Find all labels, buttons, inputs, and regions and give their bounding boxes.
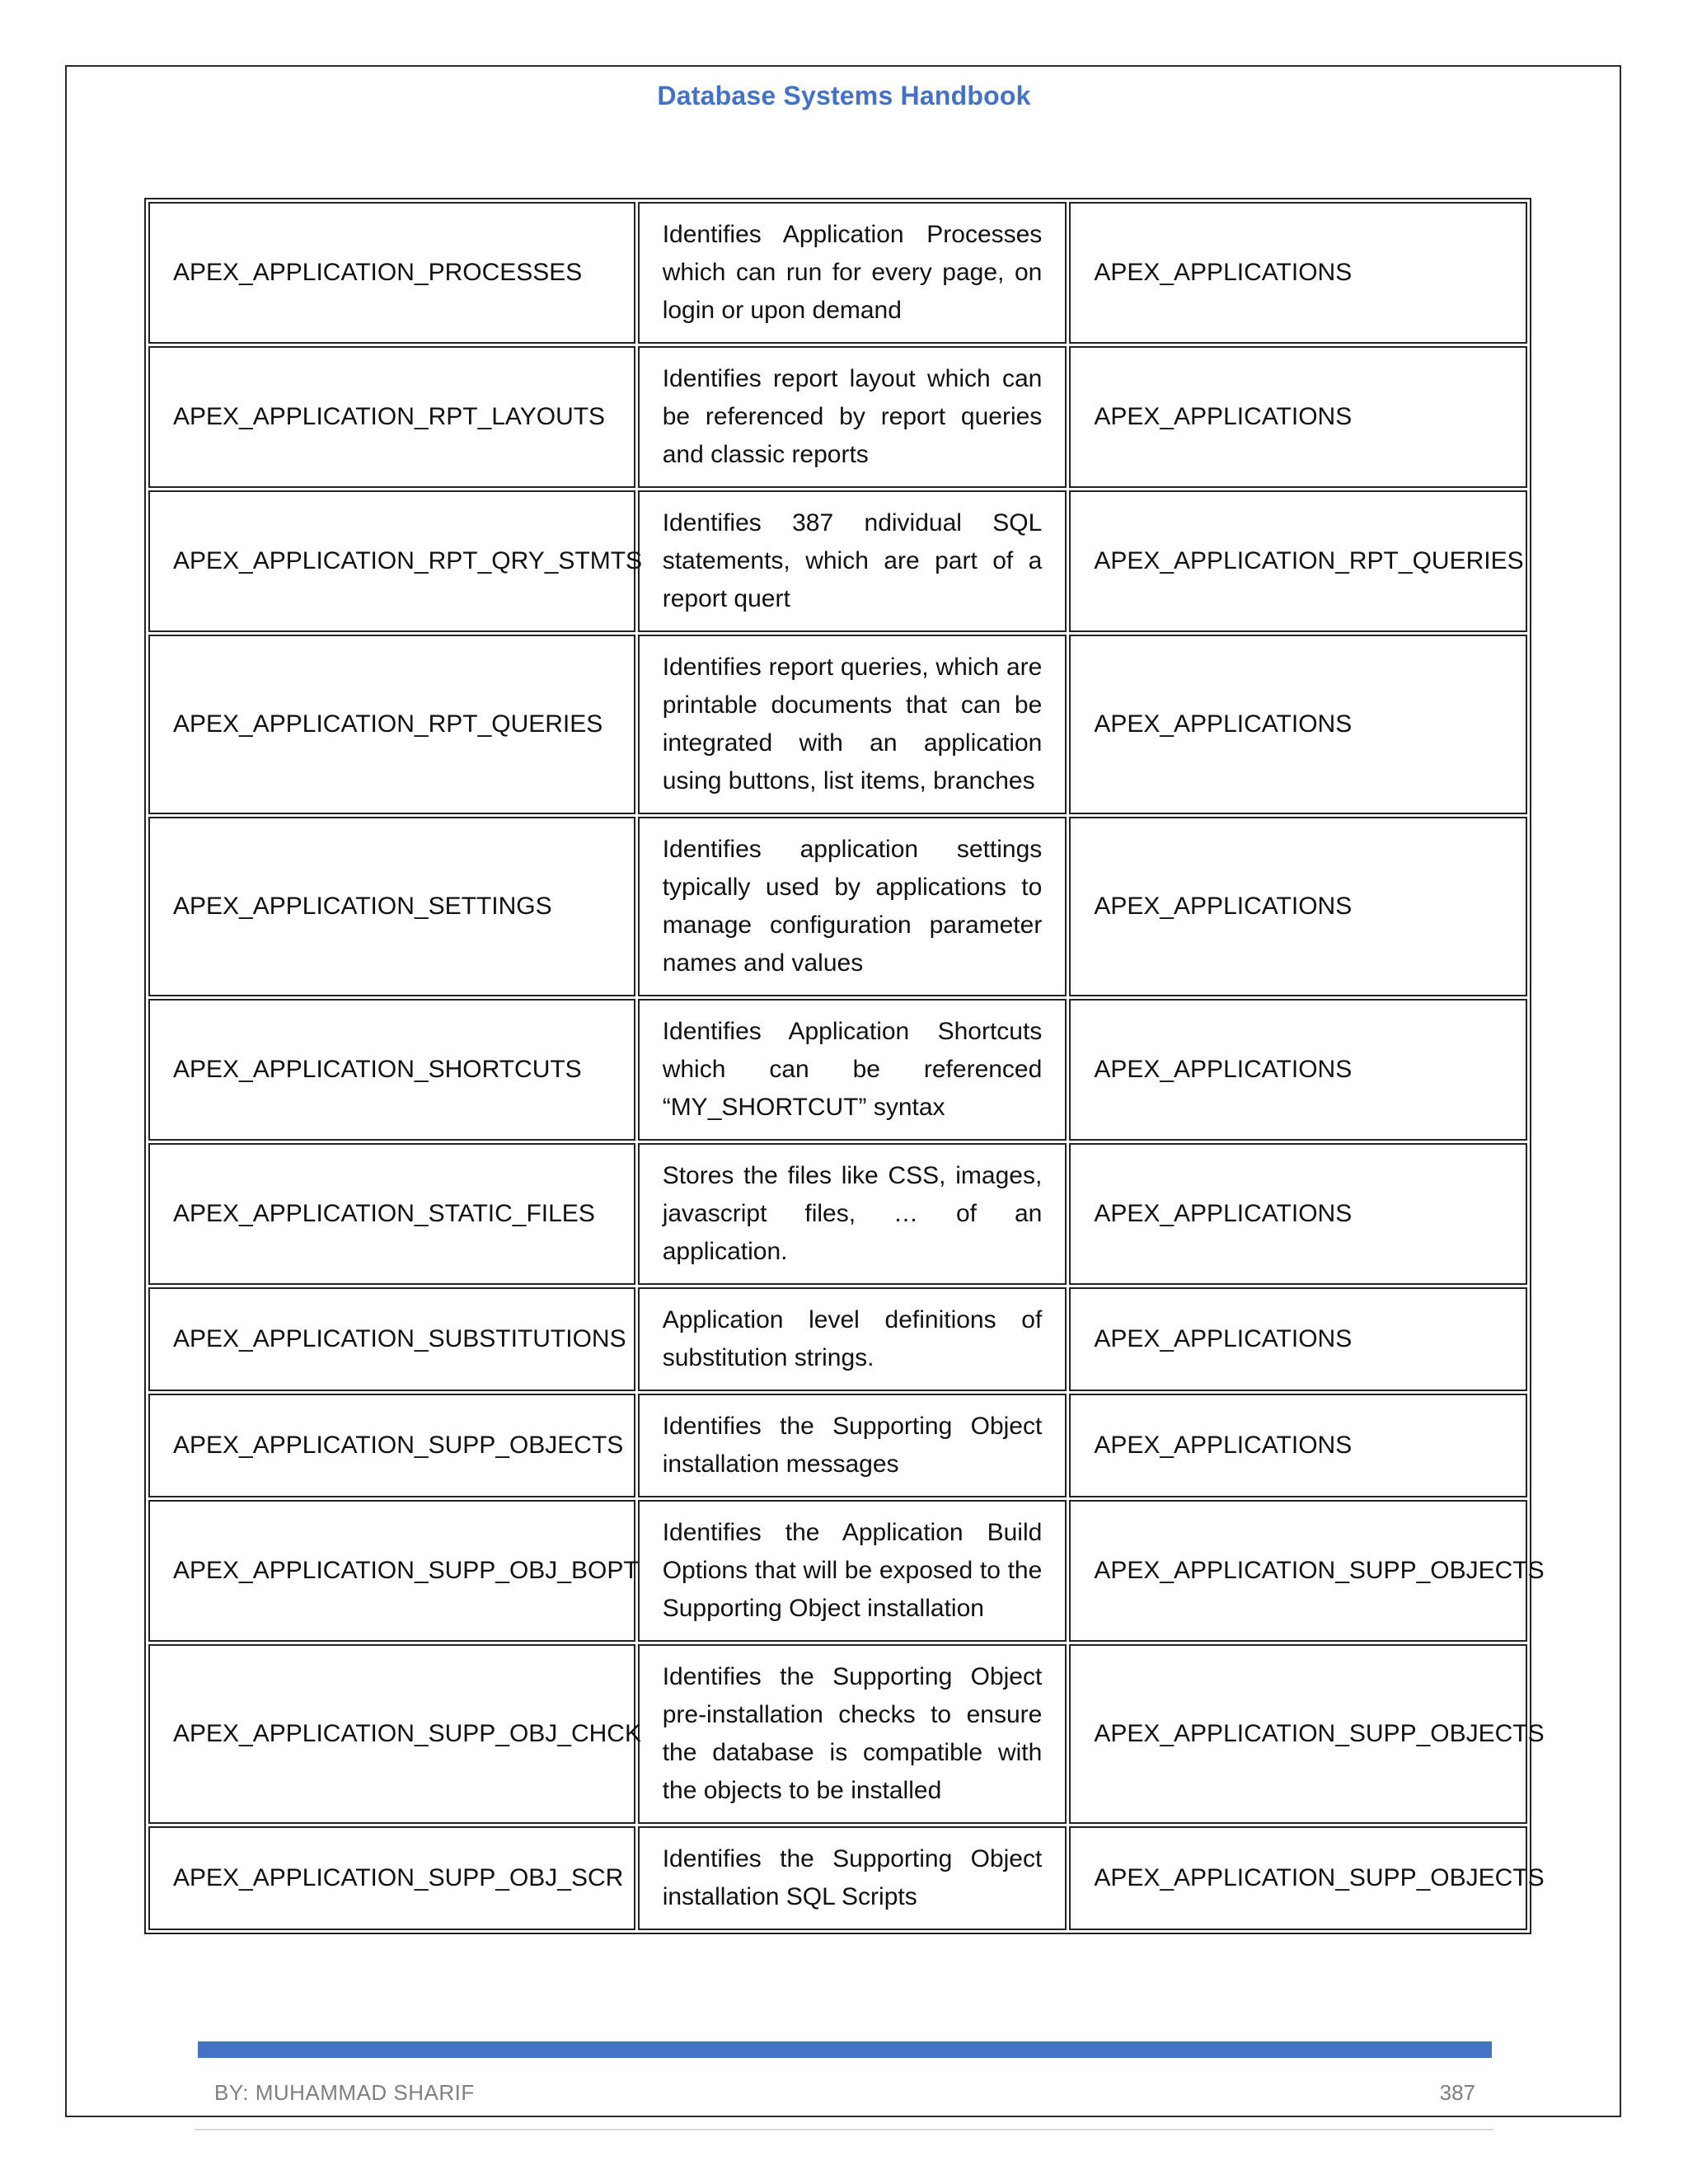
view-name-cell: APEX_APPLICATION_PROCESSES bbox=[148, 202, 635, 344]
view-name-cell: APEX_APPLICATION_SUPP_OBJ_SCR bbox=[148, 1826, 635, 1930]
parent-view-cell: APEX_APPLICATION_SUPP_OBJECTS bbox=[1069, 1500, 1527, 1642]
view-name-cell: APEX_APPLICATION_SHORTCUTS bbox=[148, 999, 635, 1141]
footer-divider bbox=[195, 2129, 1493, 2130]
description-cell: Identifies report layout which can be referenced by report queries and classic reports bbox=[638, 346, 1067, 488]
footer-author: BY: MUHAMMAD SHARIF bbox=[214, 2080, 475, 2105]
table-row bbox=[148, 635, 1527, 814]
parent-view-cell: APEX_APPLICATIONS bbox=[1069, 1287, 1527, 1391]
view-name-cell: APEX_APPLICATION_SUPP_OBJ_CHCK bbox=[148, 1644, 635, 1824]
table-row bbox=[148, 1394, 1527, 1497]
table-row bbox=[148, 202, 1527, 344]
description-cell: Identifies 387 ndividual SQL statements, which are part of a report quert bbox=[638, 490, 1067, 632]
parent-view-cell: APEX_APPLICATIONS bbox=[1069, 202, 1527, 344]
parent-view-cell: APEX_APPLICATIONS bbox=[1069, 1394, 1527, 1497]
description-cell: Identifies the Supporting Object installation SQL Scripts bbox=[638, 1826, 1067, 1930]
data-dictionary-table bbox=[144, 198, 1545, 1934]
view-name-cell: APEX_APPLICATION_RPT_QUERIES bbox=[148, 635, 635, 814]
description-cell: Identifies Application Shortcuts which can be referenced “MY_SHORTCUT” syntax bbox=[638, 999, 1067, 1141]
description-cell: Stores the files like CSS, images, javascript files, … of an application. bbox=[638, 1143, 1067, 1285]
table-row bbox=[148, 1143, 1527, 1285]
view-name-cell: APEX_APPLICATION_RPT_LAYOUTS bbox=[148, 346, 635, 488]
table-body bbox=[148, 202, 1545, 1930]
description-cell: Identifies the Application Build Options that will be exposed to the Supporting Object installation bbox=[638, 1500, 1067, 1642]
table-row bbox=[148, 999, 1527, 1141]
table-row bbox=[148, 346, 1527, 488]
view-name-cell: APEX_APPLICATION_SETTINGS bbox=[148, 817, 635, 996]
parent-view-cell: APEX_APPLICATION_RPT_QUERIES bbox=[1069, 490, 1527, 632]
description-cell: Identifies the Supporting Object pre-installation checks to ensure the database is compatible with the objects to be installed bbox=[638, 1644, 1067, 1824]
description-cell: Identifies the Supporting Object installation messages bbox=[638, 1394, 1067, 1497]
table-container bbox=[144, 198, 1545, 1934]
footer-accent-bar bbox=[198, 2041, 1492, 2058]
parent-view-cell: APEX_APPLICATION_SUPP_OBJECTS bbox=[1069, 1644, 1527, 1824]
page-header-title: Database Systems Handbook bbox=[657, 81, 1031, 110]
view-name-cell: APEX_APPLICATION_SUPP_OBJECTS bbox=[148, 1394, 635, 1497]
page-number: 387 bbox=[1439, 2080, 1475, 2105]
table-row bbox=[148, 1826, 1527, 1930]
view-name-cell: APEX_APPLICATION_STATIC_FILES bbox=[148, 1143, 635, 1285]
table-row bbox=[148, 1500, 1527, 1642]
parent-view-cell: APEX_APPLICATIONS bbox=[1069, 635, 1527, 814]
parent-view-cell: APEX_APPLICATIONS bbox=[1069, 999, 1527, 1141]
view-name-cell: APEX_APPLICATION_RPT_QRY_STMTS bbox=[148, 490, 635, 632]
table-row bbox=[148, 490, 1527, 632]
table-row bbox=[148, 1644, 1527, 1824]
description-cell: Application level definitions of substitution strings. bbox=[638, 1287, 1067, 1391]
description-cell: Identifies application settings typically used by applications to manage configuration parameter names and values bbox=[638, 817, 1067, 996]
parent-view-cell: APEX_APPLICATIONS bbox=[1069, 1143, 1527, 1285]
table-row bbox=[148, 1287, 1527, 1391]
description-cell: Identifies report queries, which are printable documents that can be integrated with an application using buttons, list items, branches bbox=[638, 635, 1067, 814]
view-name-cell: APEX_APPLICATION_SUPP_OBJ_BOPT bbox=[148, 1500, 635, 1642]
parent-view-cell: APEX_APPLICATIONS bbox=[1069, 346, 1527, 488]
parent-view-cell: APEX_APPLICATIONS bbox=[1069, 817, 1527, 996]
view-name-cell: APEX_APPLICATION_SUBSTITUTIONS bbox=[148, 1287, 635, 1391]
table-row bbox=[148, 817, 1527, 996]
description-cell: Identifies Application Processes which can run for every page, on login or upon demand bbox=[638, 202, 1067, 344]
parent-view-cell: APEX_APPLICATION_SUPP_OBJECTS bbox=[1069, 1826, 1527, 1930]
